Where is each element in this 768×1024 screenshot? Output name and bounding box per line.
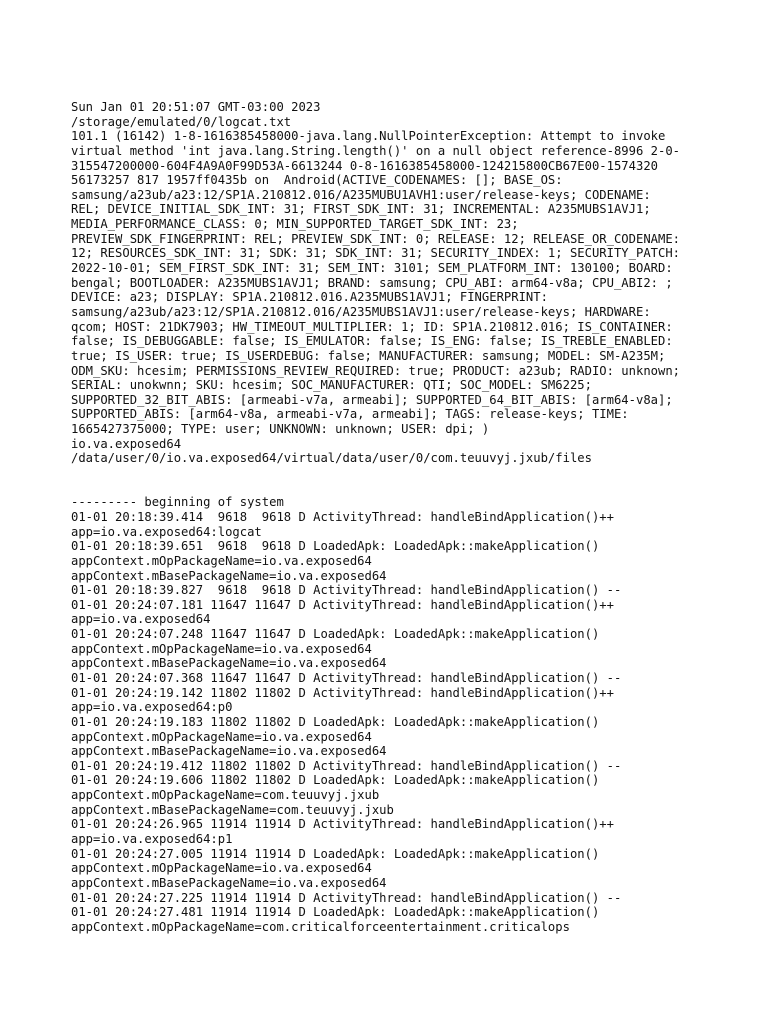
log-line: appContext.mBasePackageName=com.teuuvyj.jxub <box>71 802 394 817</box>
log-line: app=io.va.exposed64:p0 <box>71 700 233 715</box>
log-section-marker: --------- beginning of system <box>71 495 284 510</box>
build-info-line: 1665427375000; TYPE: user; UNKNOWN: unknown; USER: dpi; ) <box>71 422 490 437</box>
build-info-line: samsung/a23ub/a23:12/SP1A.210812.016/A235MUBU1AVH1:user/release-keys; CODENAME: <box>71 187 651 202</box>
log-line: 01-01 20:24:19.183 11802 11802 D LoadedApk: LoadedApk::makeApplication() <box>71 714 600 729</box>
logcat-document <box>71 100 711 935</box>
log-line: 01-01 20:24:26.965 11914 11914 D ActivityThread: handleBindApplication()++ <box>71 817 614 832</box>
log-line: appContext.mOpPackageName=io.va.exposed64 <box>71 729 372 744</box>
build-info-line: 56173257 817 1957ff0435b on Android(ACTIVE_CODENAMES: []; BASE_OS: <box>71 173 563 188</box>
log-line: 01-01 20:24:19.606 11802 11802 D LoadedApk: LoadedApk::makeApplication() <box>71 773 600 788</box>
log-line: appContext.mOpPackageName=io.va.exposed64 <box>71 861 372 876</box>
file-path-line: /storage/emulated/0/logcat.txt <box>71 114 292 129</box>
build-info-line: SUPPORTED_ABIS: [arm64-v8a, armeabi-v7a, armeabi]; TAGS: release-keys; TIME: <box>71 407 629 422</box>
blank-line <box>71 466 711 481</box>
log-line: 01-01 20:18:39.651 9618 9618 D LoadedApk: LoadedApk::makeApplication() <box>71 539 600 554</box>
log-line: 01-01 20:24:27.481 11914 11914 D LoadedApk: LoadedApk::makeApplication() <box>71 905 600 920</box>
build-info-line: REL; DEVICE_INITIAL_SDK_INT: 31; FIRST_SDK_INT: 31; INCREMENTAL: A235MUBS1AVJ1; <box>71 202 651 217</box>
build-info-line: qcom; HOST: 21DK7903; HW_TIMEOUT_MULTIPLIER: 1; ID: SP1A.210812.016; IS_CONTAINER: <box>71 319 673 334</box>
log-line: 01-01 20:24:19.412 11802 11802 D ActivityThread: handleBindApplication() -- <box>71 758 622 773</box>
log-line: app=io.va.exposed64:logcat <box>71 524 262 539</box>
device-info-block <box>71 100 711 466</box>
build-info-line: false; IS_DEBUGGABLE: false; IS_EMULATOR: false; IS_ENG: false; IS_TREBLE_ENABLED: <box>71 334 673 349</box>
build-info-line: bengal; BOOTLOADER: A235MUBS1AVJ1; BRAND: samsung; CPU_ABI: arm64-v8a; CPU_ABI2: ; <box>71 275 673 290</box>
build-info-line: true; IS_USER: true; IS_USERDEBUG: false; MANUFACTURER: samsung; MODEL: SM-A235M; <box>71 348 666 363</box>
log-line: appContext.mBasePackageName=io.va.exposed64 <box>71 568 387 583</box>
build-info-line: SUPPORTED_32_BIT_ABIS: [armeabi-v7a, armeabi]; SUPPORTED_64_BIT_ABIS: [arm64-v8a]; <box>71 392 673 407</box>
build-info-line: 12; RESOURCES_SDK_INT: 31; SDK: 31; SDK_INT: 31; SECURITY_INDEX: 1; SECURITY_PATCH: <box>71 246 681 261</box>
log-line: 01-01 20:18:39.414 9618 9618 D ActivityThread: handleBindApplication()++ <box>71 509 614 524</box>
timestamp-line: Sun Jan 01 20:51:07 GMT-03:00 2023 <box>71 100 321 114</box>
log-line: appContext.mOpPackageName=com.teuuvyj.jxub <box>71 788 380 803</box>
log-line: 01-01 20:24:07.181 11647 11647 D ActivityThread: handleBindApplication()++ <box>71 597 614 612</box>
build-info-line: 2022-10-01; SEM_FIRST_SDK_INT: 31; SEM_INT: 3101; SEM_PLATFORM_INT: 130100; BOARD: <box>71 261 673 276</box>
build-info-line: SERIAL: unokwnn; SKU: hcesim; SOC_MANUFACTURER: QTI; SOC_MODEL: SM6225; <box>71 378 592 393</box>
build-info-line: samsung/a23ub/a23:12/SP1A.210812.016/A235MUBS1AVJ1:user/release-keys; HARDWARE: <box>71 304 651 319</box>
log-entries-block <box>71 495 711 934</box>
exception-line: virtual method 'int java.lang.String.length()' on a null object reference-8996 2-0- <box>71 143 681 158</box>
log-line: 01-01 20:24:07.248 11647 11647 D LoadedApk: LoadedApk::makeApplication() <box>71 627 600 642</box>
log-line: appContext.mBasePackageName=io.va.exposed64 <box>71 744 387 759</box>
build-info-line: PREVIEW_SDK_FINGERPRINT: REL; PREVIEW_SDK_INT: 0; RELEASE: 12; RELEASE_OR_CODENAME: <box>71 231 681 246</box>
log-line: appContext.mOpPackageName=com.criticalforceentertainment.criticalops <box>71 919 570 934</box>
log-line: 01-01 20:24:07.368 11647 11647 D ActivityThread: handleBindApplication() -- <box>71 670 622 685</box>
build-info-line: DEVICE: a23; DISPLAY: SP1A.210812.016.A235MUBS1AVJ1; FINGERPRINT: <box>71 290 548 305</box>
log-line: appContext.mOpPackageName=io.va.exposed64 <box>71 553 372 568</box>
exception-line: 101.1 (16142) 1-8-1616385458000-java.lang.NullPointerException: Attempt to invoke <box>71 129 666 144</box>
data-path-line: /data/user/0/io.va.exposed64/virtual/data/user/0/com.teuuvyj.jxub/files <box>71 451 592 466</box>
package-name-line: io.va.exposed64 <box>71 436 182 451</box>
log-line: app=io.va.exposed64 <box>71 612 211 627</box>
build-info-line: MEDIA_PERFORMANCE_CLASS: 0; MIN_SUPPORTED_TARGET_SDK_INT: 23; <box>71 217 519 232</box>
log-line: app=io.va.exposed64:p1 <box>71 832 233 847</box>
log-line: appContext.mBasePackageName=io.va.exposed64 <box>71 875 387 890</box>
build-info-line: ODM_SKU: hcesim; PERMISSIONS_REVIEW_REQUIRED: true; PRODUCT: a23ub; RADIO: unknown; <box>71 363 681 378</box>
log-line: appContext.mBasePackageName=io.va.exposed64 <box>71 656 387 671</box>
blank-line <box>71 481 711 496</box>
log-line: appContext.mOpPackageName=io.va.exposed64 <box>71 641 372 656</box>
log-line: 01-01 20:24:27.005 11914 11914 D LoadedApk: LoadedApk::makeApplication() <box>71 846 600 861</box>
log-line: 01-01 20:24:27.225 11914 11914 D ActivityThread: handleBindApplication() -- <box>71 890 622 905</box>
log-line: 01-01 20:24:19.142 11802 11802 D ActivityThread: handleBindApplication()++ <box>71 685 614 700</box>
exception-line: 315547200000-604F4A9A0F99D53A-6613244 0-8-1616385458000-124215800CB67E00-1574320 <box>71 158 658 173</box>
log-line: 01-01 20:18:39.827 9618 9618 D ActivityThread: handleBindApplication() -- <box>71 583 622 598</box>
